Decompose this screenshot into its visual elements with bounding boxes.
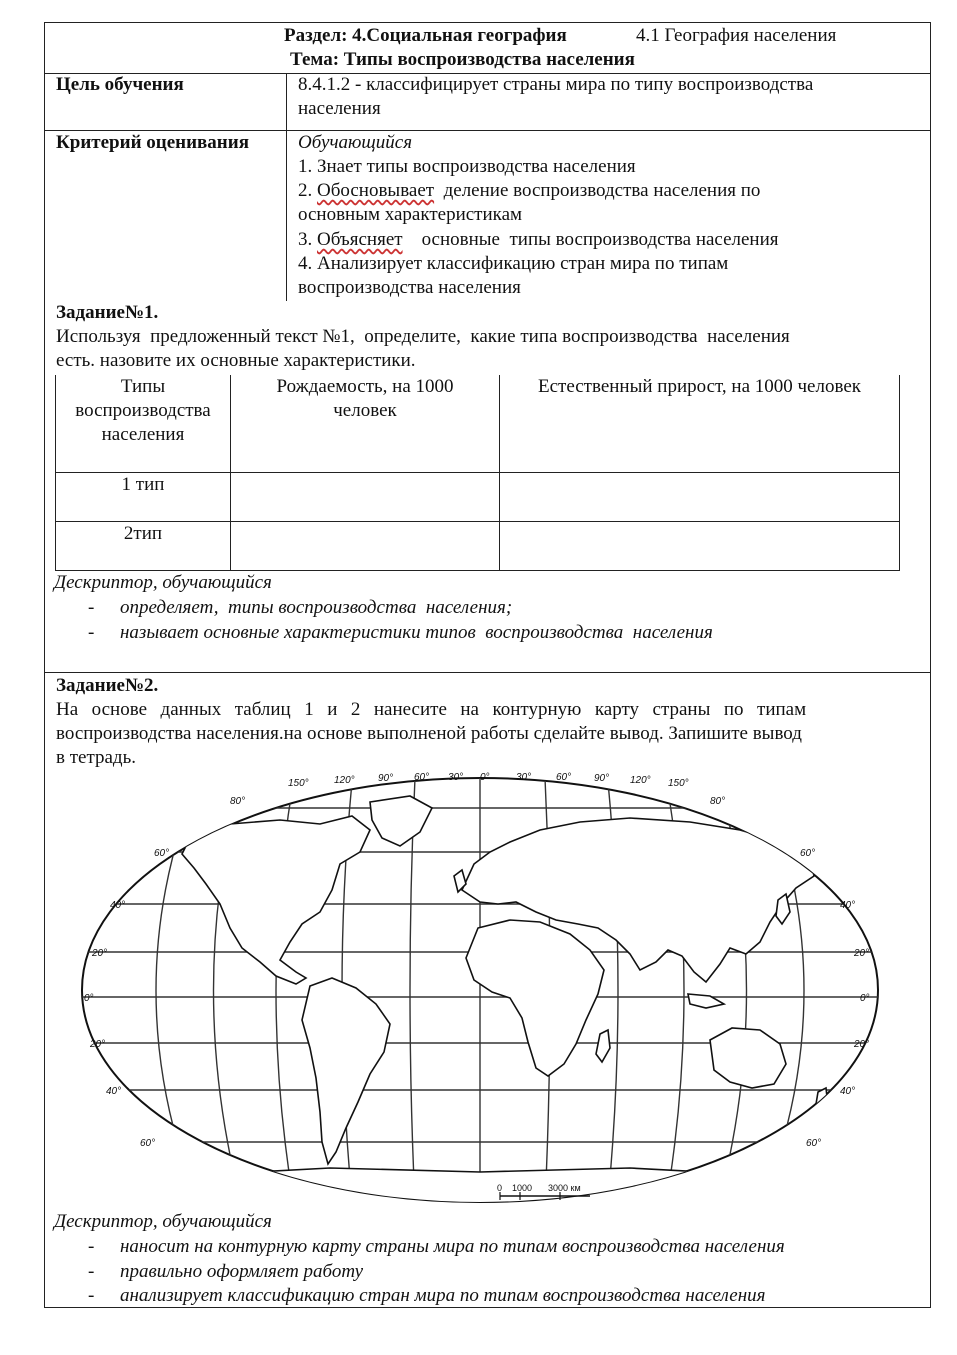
header-line: воспроизводства	[75, 400, 211, 421]
criteria-item-2-num: 2.	[298, 180, 317, 201]
header-line: Типы	[120, 376, 166, 397]
goal-text-line2: населения	[298, 98, 381, 119]
lon-label: 30°	[516, 772, 532, 783]
criteria-item-2	[298, 179, 760, 203]
table-cell-birth-input[interactable]	[231, 473, 499, 521]
lon-label: 30°	[448, 772, 464, 783]
task1-descriptor-1: определяет, типы воспроизводства населения;	[120, 597, 513, 618]
column-divider	[286, 73, 287, 301]
new-zealand	[816, 1088, 828, 1116]
criteria-item-2-verb: Обосновывает	[317, 180, 435, 201]
goal-text-line1: 8.4.1.2 - классифицирует страны мира по типу воспроизводства	[298, 74, 814, 95]
subsection-label: 4.1 География населения	[636, 25, 837, 46]
lat-label-right: 80°	[710, 796, 726, 807]
criteria-item-1: 1. Знает типы воспроизводства населения	[298, 156, 636, 177]
lat-label-right: 60°	[806, 1138, 822, 1149]
lon-label: 150°	[288, 778, 309, 789]
header-line: населения	[101, 424, 185, 445]
table-row-type: 1 тип	[121, 474, 165, 495]
lon-label: 120°	[334, 775, 355, 786]
task2-text-line1: На основе данных таблиц 1 и 2 нанесите на контурную карту страны по типам	[56, 699, 807, 720]
world-contour-map	[70, 772, 890, 1212]
task1-descriptor-title: Дескриптор, обучающийся	[54, 572, 272, 593]
scale-label: 3000 км	[548, 1183, 581, 1193]
antarctica	[180, 1168, 780, 1212]
topic-label: Тема: Типы воспроизводства населения	[290, 49, 635, 70]
lat-label-left: 80°	[230, 796, 246, 807]
lon-label: 90°	[594, 773, 610, 784]
scale-label: 0	[497, 1183, 503, 1193]
lat-label-left: 20°	[92, 948, 108, 959]
criteria-intro: Обучающийся	[298, 132, 413, 153]
lon-label: 90°	[378, 773, 394, 784]
task1-descriptor-2: называет основные характеристики типов воспроизводства населения	[120, 622, 713, 643]
table-cell-growth-input[interactable]	[500, 473, 899, 521]
table-header-type	[55, 375, 231, 447]
task2-descriptor-2: правильно оформляет работу	[120, 1261, 364, 1282]
lat-label-right: 40°	[840, 900, 856, 911]
table-header-birth	[230, 375, 500, 423]
task2-descriptor-title: Дескриптор, обучающийся	[54, 1211, 272, 1232]
bullet-dash: -	[88, 1285, 95, 1306]
table-row-type: 2тип	[123, 523, 163, 544]
lat-label-right: 60°	[800, 848, 816, 859]
task2-text-line2: воспроизводства населения.на основе выполненой работы сделайте вывод. Запишите вывод	[56, 723, 802, 744]
criteria-item-4: 4. Анализирует классификацию стран мира по типам	[298, 253, 729, 274]
header-line: человек	[333, 400, 397, 421]
lat-label-left: 40°	[106, 1086, 122, 1097]
criteria-item-2-rest: деление воспроизводства населения по	[434, 180, 761, 201]
lon-label: 60°	[556, 772, 572, 783]
lon-label: 60°	[414, 772, 430, 783]
lat-label-left: 60°	[154, 848, 170, 859]
lat-label-right: 40°	[840, 1086, 856, 1097]
table-header-growth	[499, 375, 900, 399]
table-rule	[899, 375, 900, 571]
bullet-dash: -	[88, 597, 95, 618]
bullet-dash: -	[88, 1236, 95, 1257]
header-line: Рождаемость, на 1000	[276, 376, 454, 397]
task1-text-line1: Используя предложенный текст №1, определите, какие типа воспроизводства населения	[56, 326, 790, 347]
criteria-item-3	[298, 228, 779, 252]
lon-label: 120°	[630, 775, 651, 786]
task1-title: Задание№1.	[56, 302, 159, 323]
lat-label-right: 20°	[854, 948, 870, 959]
bullet-dash: -	[88, 1261, 95, 1282]
goal-label: Цель обучения	[56, 74, 184, 95]
task1-text-line2: есть. назовите их основные характеристики.	[56, 350, 416, 371]
task2-title: Задание№2.	[56, 675, 159, 696]
lat-label-right: 0°	[860, 993, 870, 1004]
lat-label-left: 0°	[84, 993, 94, 1004]
table-cell-birth-input[interactable]	[231, 522, 499, 570]
criteria-item-3-rest: основные типы воспроизводства населения	[402, 229, 779, 250]
criteria-label: Критерий оценивания	[56, 132, 249, 153]
bullet-dash: -	[88, 622, 95, 643]
criteria-item-4-cont: воспроизводства населения	[298, 277, 521, 298]
lon-label: 150°	[668, 778, 689, 789]
lat-label-left: 60°	[140, 1138, 156, 1149]
task2-descriptor-1: наносит на контурную карту страны мира по типам воспроизводства населения	[120, 1236, 785, 1257]
lat-label-left: 20°	[90, 1039, 106, 1050]
scale-label: 1000	[512, 1183, 533, 1193]
table-cell-growth-input[interactable]	[500, 522, 899, 570]
task2-descriptor-3: анализирует классификацию стран мира по типам воспроизводства населения	[120, 1285, 766, 1306]
section-label: Раздел: 4.Социальная география	[284, 25, 567, 46]
lat-label-right: 20°	[854, 1039, 870, 1050]
criteria-item-2-cont: основным характеристикам	[298, 204, 523, 225]
header-line: Естественный прирост, на 1000 человек	[537, 376, 861, 397]
criteria-item-3-verb: Объясняет	[317, 229, 403, 250]
task2-text-line3: в тетрадь.	[56, 747, 137, 768]
lat-label-left: 40°	[110, 900, 126, 911]
divider	[44, 672, 931, 673]
criteria-item-3-num: 3.	[298, 229, 317, 250]
lon-label: 0°	[480, 772, 490, 783]
